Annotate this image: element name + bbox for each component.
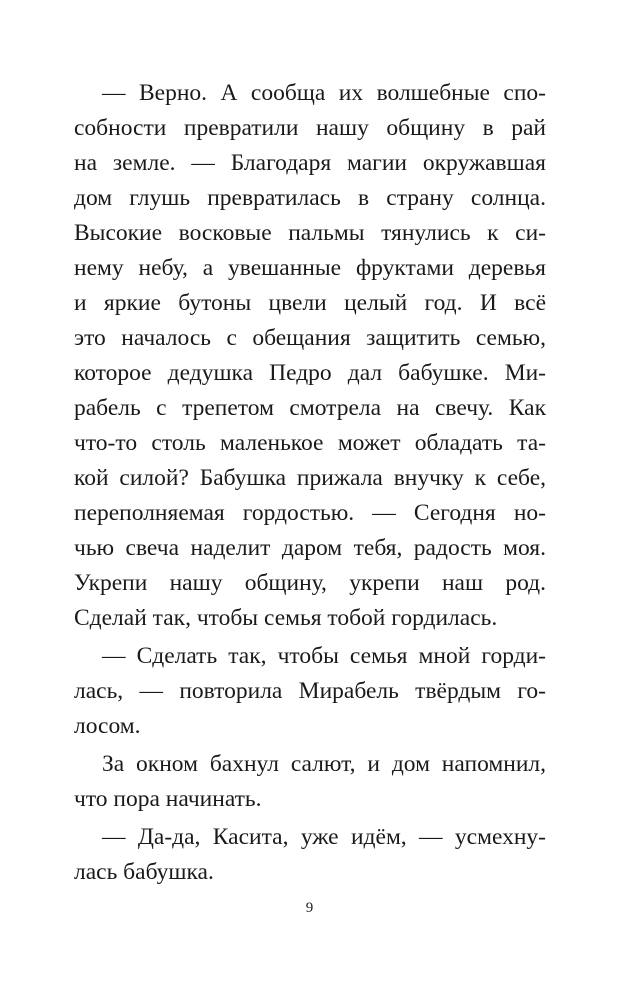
text-line: это началось с обещания защитить семью, [74, 325, 546, 351]
text-line: на земле. — Благодаря магии окружавшая [74, 150, 546, 176]
text-line: Сделай так, чтобы семья тобой гордилась. [74, 605, 498, 631]
text-line: рабель с трепетом смотрела на свечу. Как [74, 395, 546, 421]
text-line: — Верно. А сообща их волшебные спо- [102, 80, 546, 106]
text-line: — Да-да, Касита, уже идём, — усмехну- [102, 824, 546, 850]
text-line: Высокие восковые пальмы тянулись к си- [74, 220, 546, 246]
text-line: лась, — повторила Мирабель твёрдым го- [74, 678, 546, 704]
page-number: 9 [305, 900, 314, 916]
text-line: переполняемая гордостью. — Сегодня но- [74, 500, 546, 526]
text-line: лосом. [74, 713, 141, 739]
text-line: которое дедушка Педро дал бабушке. Ми- [74, 360, 546, 386]
text-line: дом глушь превратилась в страну солнца. [74, 185, 546, 211]
text-line: собности превратили нашу общину в рай [74, 115, 546, 141]
text-line: чью свеча наделит даром тебя, радость моя. [74, 535, 546, 561]
text-line: что пора начинать. [74, 786, 262, 812]
text-line: и яркие бутоны цвели целый год. И всё [74, 290, 546, 316]
text-line: кой силой? Бабушка прижала внучку к себе, [74, 465, 546, 491]
text-line: нему небу, а увешанные фруктами деревья [74, 255, 546, 281]
text-line: — Сделать так, чтобы семья мной горди- [102, 643, 546, 669]
text-line: Укрепи нашу общину, укрепи наш род. [74, 570, 546, 596]
text-line: что-то столь маленькое может обладать та- [74, 430, 546, 456]
text-line: лась бабушка. [74, 859, 214, 885]
text-line: За окном бахнул салют, и дом напомнил, [102, 751, 546, 777]
